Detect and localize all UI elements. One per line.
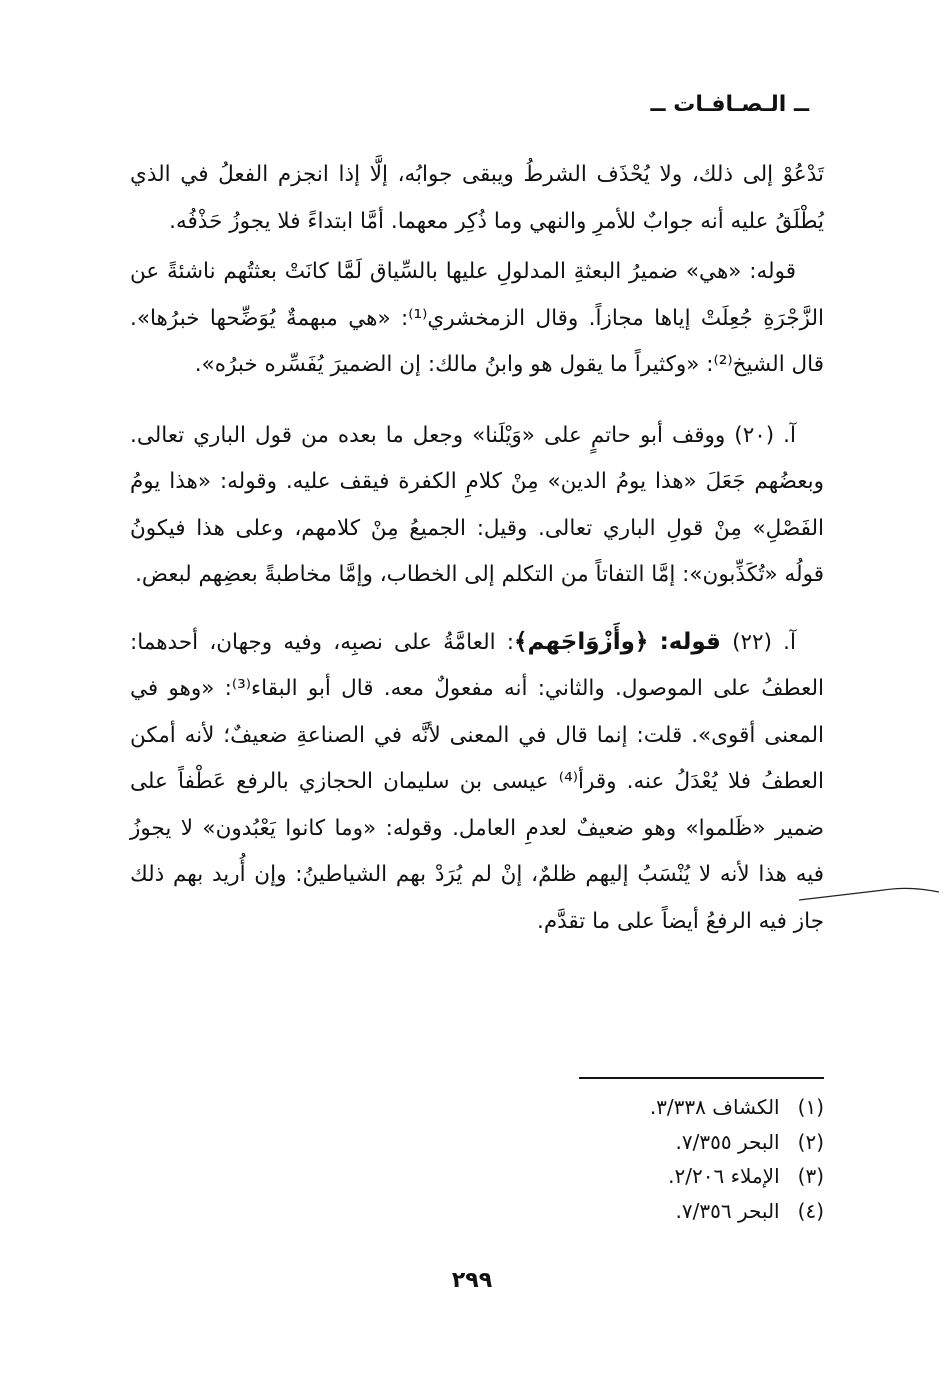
footnote-mark: (١) — [797, 1095, 824, 1119]
running-header: ــ الـصـافـات ــ — [650, 92, 809, 117]
footnote-mark: (٣) — [797, 1164, 824, 1188]
footnote-text: البحر ٧/٣٥٦. — [675, 1198, 780, 1223]
footnote-item — [650, 1090, 824, 1125]
qawluhu-label: قوله: — [659, 628, 721, 655]
paragraph-1: تَدْعُوْ إلى ذلك، ولا يُحْذَف الشرطُ ويبقى جوابُه، إلَّا إذا انجزم الفعلُ في الذي يُطْلَقُ عليه أنه جوابٌ للأمرِ والنهي وما ذُكِر معهما. أمَّا ابتداءً فلا يجوزُ حَذْفُه. — [130, 162, 824, 234]
paragraph-4-body: : العامَّةُ على نصبِه، وفيه وجهان، أحدهما: العطفُ على الموصول. والثاني: أنه مفعولٌ معه. قال أبو البقاء⁽³⁾: «وهو في المعنى أقوى». قلت: إنما قال في المعنى لأنَّه في الصناعةِ ضعيفٌ؛ لأنه أمكن العطفُ فلا يُعْدَلُ عنه. وقرأ⁽⁴⁾ عيسى بن سليمان الحجازي بالرفع عَطْفاً على ضمير «ظَلموا» وهو ضعيفٌ لعدمِ العامل. وقوله: «وما كانوا يَعْبُدون» لا يجوزُ فيه هذا لأنه لا يُنْسَبُ إليهم ظلمٌ، إنْ لم يُرَدْ بهم الشياطينُ: وإن أُريد بهم ذلك جاز فيه الرفعُ أيضاً على ما تقدَّم. — [130, 629, 825, 934]
paragraph-3: آ. (٢٠) ووقف أبو حاتمٍ على «وَيْلَنا» وجعل ما بعده من قول الباري تعالى. وبعضُهم جَعَلَ «هذا يومُ الدين» مِنْ كلامِ الكفرة فيقف عليه. وقوله: «هذا يومُ الفَصْلِ» مِنْ قولِ الباري تعالى. وقيل: الجميعُ مِنْ كلامهم، وعلى هذا فيكونُ قولُه «تُكَذِّبون»: إمَّا التفاتاً من التكلم إلى الخطاب، وإمَّا مخاطبةً بعضِهم لبعض. — [130, 422, 824, 587]
footnote-mark: (٤) — [797, 1198, 824, 1223]
paragraph-2: قوله: «هي» ضميرُ البعثةِ المدلولِ عليها بالسِّياق لَمَّا كانَتْ بعثتُهم ناشئةً عن الزَّجْرَةِ جُعِلَتْ إياها مجازاً. وقال الزمخشري⁽¹⁾: «هي مبهمةٌ يُوَضِّحها خبرُها». قال الشيخ⁽²⁾: «وكثيراً ما يقول هو وابنُ مالك: إن الضميرَ يُفَسِّره خبرُه». — [130, 259, 824, 377]
footnote-mark: (٢) — [797, 1129, 824, 1154]
footnote-divider — [579, 1077, 824, 1079]
page-number: ٢٩٩ — [451, 1268, 493, 1293]
quran-verse-quote: ﴿وأَزْوَاجَهم﴾ — [514, 628, 649, 655]
footnote-item — [650, 1159, 824, 1194]
paragraph-4 — [130, 619, 824, 946]
footnote-text: البحر ٧/٣٥٥. — [675, 1129, 780, 1154]
main-text — [130, 152, 824, 945]
footnotes-list — [650, 1090, 824, 1228]
verse-number-lead: آ. (٢٢) — [732, 629, 796, 655]
footnote-text: الإملاء ٢/٢٠٦. — [668, 1164, 780, 1188]
margin-pen-mark — [789, 880, 944, 910]
footnote-text: الكشاف ٣/٣٣٨. — [649, 1095, 780, 1119]
footnote-item — [650, 1194, 824, 1229]
footnote-item — [650, 1125, 824, 1160]
